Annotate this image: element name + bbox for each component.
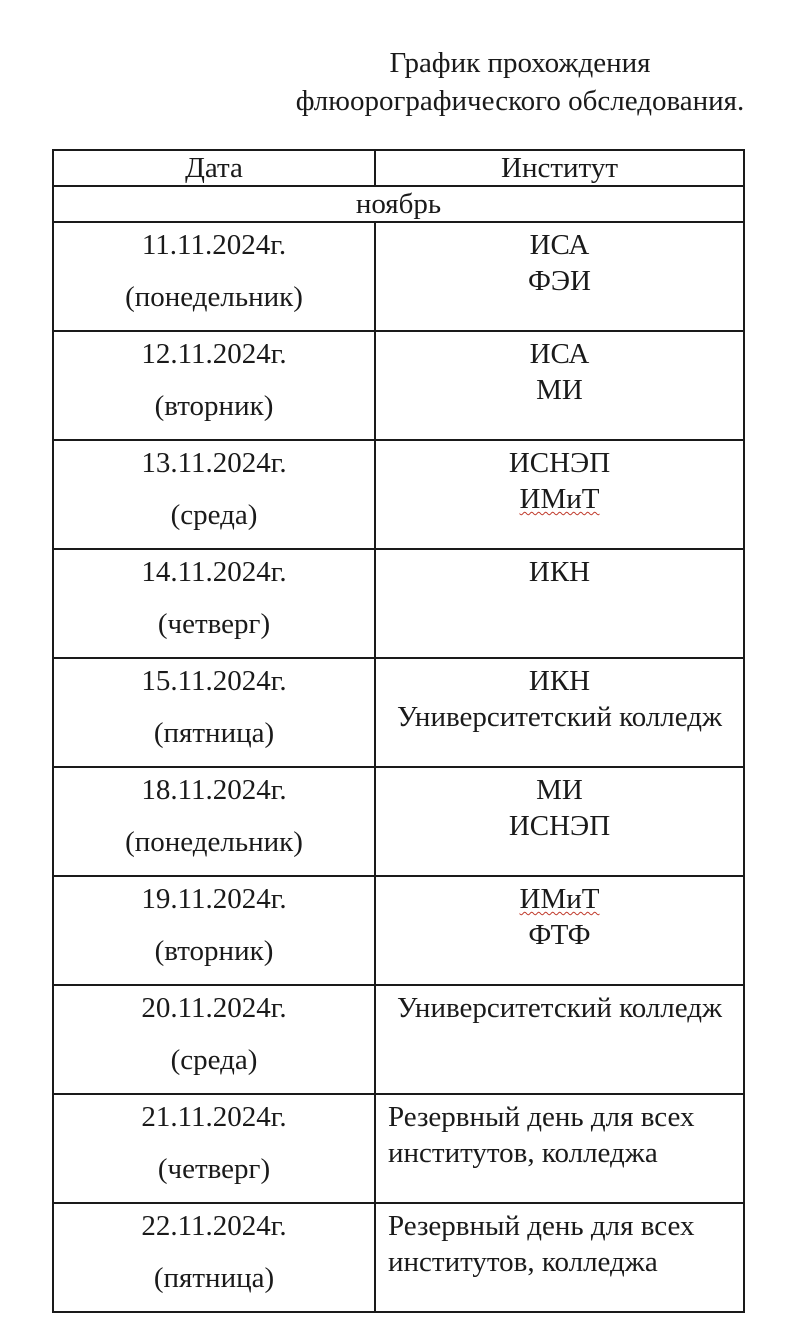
institute-item: ИКН: [528, 556, 591, 588]
title-line-1: График прохождения: [389, 47, 651, 79]
date-cell: [53, 985, 375, 1094]
institute-item: ИСНЭП: [508, 810, 611, 842]
weekday-value: (пятница): [153, 1262, 275, 1294]
institute-item: Резервный день для всех институтов, колледжа: [388, 1101, 695, 1169]
date-cell: [53, 767, 375, 876]
title-line-2: флюорографического обследования.: [295, 85, 745, 117]
table-row: [53, 222, 744, 331]
document-title: [250, 44, 790, 120]
institute-item: ФЭИ: [528, 265, 591, 297]
institute-cell: [375, 1094, 744, 1203]
weekday-value: (понедельник): [125, 826, 303, 858]
table-row: [53, 549, 744, 658]
institute-item: ИСНЭП: [508, 447, 611, 479]
date-value: 15.11.2024г.: [141, 665, 287, 697]
institute-cell: [375, 767, 744, 876]
date-cell: [53, 876, 375, 985]
date-value: 12.11.2024г.: [141, 338, 287, 370]
institute-item: ФТФ: [528, 919, 591, 951]
weekday-value: (четверг): [157, 608, 271, 640]
institute-item: Университетский колледж: [396, 701, 723, 733]
date-value: 20.11.2024г.: [141, 992, 287, 1024]
date-cell: [53, 222, 375, 331]
table-row: [53, 1094, 744, 1203]
header-date: Дата: [53, 150, 375, 186]
header-institute: Институт: [375, 150, 744, 186]
institute-item: Университетский колледж: [396, 992, 723, 1024]
weekday-value: (вторник): [154, 390, 274, 422]
institute-item: ИКН: [528, 665, 591, 697]
date-value: 21.11.2024г.: [141, 1101, 287, 1133]
table-row: [53, 1203, 744, 1312]
date-cell: [53, 1203, 375, 1312]
table-row: [53, 331, 744, 440]
institute-cell: [375, 440, 744, 549]
date-value: 19.11.2024г.: [141, 883, 287, 915]
date-cell: [53, 440, 375, 549]
date-value: 22.11.2024г.: [141, 1210, 287, 1242]
date-cell: [53, 1094, 375, 1203]
table-row: [53, 658, 744, 767]
institute-cell: [375, 1203, 744, 1312]
table-row: [53, 876, 744, 985]
institute-cell: [375, 222, 744, 331]
table-row: [53, 440, 744, 549]
weekday-value: (пятница): [153, 717, 275, 749]
institute-cell: [375, 331, 744, 440]
institute-item: ИСА: [529, 338, 590, 370]
institute-item: [376, 481, 743, 517]
institute-item-text: ИМиТ: [519, 483, 600, 515]
date-cell: [53, 658, 375, 767]
weekday-value: (среда): [170, 499, 258, 531]
date-value: 18.11.2024г.: [141, 774, 287, 806]
institute-item: [376, 881, 743, 917]
weekday-value: (среда): [170, 1044, 258, 1076]
weekday-value: (вторник): [154, 935, 274, 967]
institute-item: Резервный день для всех институтов, колледжа: [388, 1210, 695, 1278]
institute-item-text: ИМиТ: [519, 883, 600, 915]
date-value: 11.11.2024г.: [141, 229, 287, 261]
institute-item: МИ: [536, 374, 583, 406]
weekday-value: (понедельник): [125, 281, 303, 313]
table-row: [53, 985, 744, 1094]
institute-item: ИСА: [529, 229, 590, 261]
institute-cell: [375, 549, 744, 658]
date-value: 13.11.2024г.: [141, 447, 287, 479]
table-header-row: [53, 150, 744, 186]
weekday-value: (четверг): [157, 1153, 271, 1185]
date-cell: [53, 331, 375, 440]
month-label: ноябрь: [53, 186, 744, 222]
institute-item: МИ: [536, 774, 583, 806]
date-cell: [53, 549, 375, 658]
institute-cell: [375, 985, 744, 1094]
institute-cell: [375, 876, 744, 985]
month-row: [53, 186, 744, 222]
date-value: 14.11.2024г.: [141, 556, 287, 588]
institute-cell: [375, 658, 744, 767]
table-row: [53, 767, 744, 876]
schedule-table: [52, 149, 745, 1313]
